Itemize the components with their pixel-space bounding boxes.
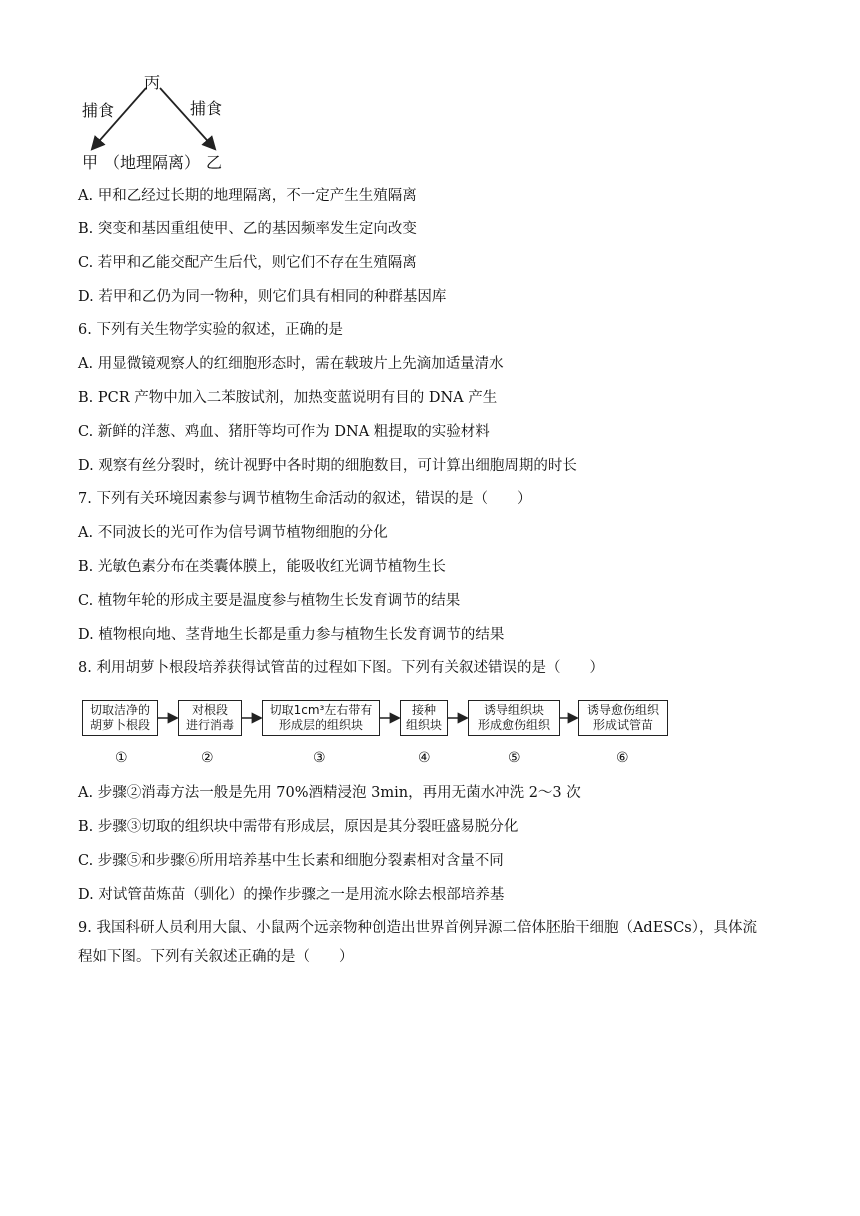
q7-option-a: A. 不同波长的光可作为信号调节植物细胞的分化 bbox=[78, 525, 388, 541]
flow-step-1: 切取洁净的 胡萝卜根段 bbox=[82, 700, 158, 736]
q5-option-a: A. 甲和乙经过长期的地理隔离，不一定产生生殖隔离 bbox=[78, 188, 417, 204]
label-predation-left: 捕食 bbox=[82, 101, 115, 120]
q7-option-c: C. 植物年轮的形成主要是温度参与植物生长发育调节的结果 bbox=[78, 593, 461, 609]
label-geographic-isolation: （地理隔离） bbox=[104, 153, 201, 172]
q9-stem-line2: 程如下图。下列有关叙述正确的是（ ） bbox=[78, 949, 354, 965]
node-bing: 丙 bbox=[144, 73, 161, 92]
q8-option-c: C. 步骤⑤和步骤⑥所用培养基中生长素和细胞分裂素相对含量不同 bbox=[78, 853, 504, 869]
flow-step-6: 诱导愈伤组织 形成试管苗 bbox=[578, 700, 668, 736]
q5-option-d: D. 若甲和乙仍为同一物种，则它们具有相同的种群基因库 bbox=[78, 289, 447, 305]
q7-stem: 7. 下列有关环境因素参与调节植物生命活动的叙述，错误的是（ ） bbox=[78, 491, 532, 507]
flow-num-1: ① bbox=[115, 750, 128, 766]
q5-option-b: B. 突变和基因重组使甲、乙的基因频率发生定向改变 bbox=[78, 221, 417, 237]
flow-num-3: ③ bbox=[313, 750, 326, 766]
flow-num-4: ④ bbox=[418, 750, 431, 766]
flow-step-2: 对根段 进行消毒 bbox=[178, 700, 242, 736]
flow-step-4: 接种 组织块 bbox=[400, 700, 448, 736]
q6-option-b: B. PCR 产物中加入二苯胺试剂，加热变蓝说明有目的 DNA 产生 bbox=[78, 390, 498, 406]
flow-num-2: ② bbox=[201, 750, 214, 766]
q7-option-b: B. 光敏色素分布在类囊体膜上，能吸收红光调节植物生长 bbox=[78, 559, 446, 575]
q9-stem-line1: 9. 我国科研人员利用大鼠、小鼠两个远亲物种创造出世界首例异源二倍体胚胎干细胞（AdESCs），具体流 bbox=[78, 920, 757, 936]
node-jia: 甲 bbox=[82, 153, 99, 172]
q6-option-d: D. 观察有丝分裂时，统计视野中各时期的细胞数目，可计算出细胞周期的时长 bbox=[78, 458, 577, 474]
q6-option-c: C. 新鲜的洋葱、鸡血、猪肝等均可作为 DNA 粗提取的实验材料 bbox=[78, 424, 490, 440]
flow-step-5: 诱导组织块 形成愈伤组织 bbox=[468, 700, 560, 736]
q8-option-b: B. 步骤③切取的组织块中需带有形成层，原因是其分裂旺盛易脱分化 bbox=[78, 819, 519, 835]
q6-stem: 6. 下列有关生物学实验的叙述，正确的是 bbox=[78, 322, 343, 338]
node-yi: 乙 bbox=[206, 153, 223, 172]
q7-option-d: D. 植物根向地、茎背地生长都是重力参与植物生长发育调节的结果 bbox=[78, 627, 505, 643]
flow-num-5: ⑤ bbox=[508, 750, 521, 766]
q8-stem: 8. 利用胡萝卜根段培养获得试管苗的过程如下图。下列有关叙述错误的是（ ） bbox=[78, 660, 604, 676]
q6-option-a: A. 用显微镜观察人的红细胞形态时，需在载玻片上先滴加适量清水 bbox=[78, 356, 504, 372]
q5-option-c: C. 若甲和乙能交配产生后代，则它们不存在生殖隔离 bbox=[78, 255, 417, 271]
flow-step-3: 切取1cm³左右带有 形成层的组织块 bbox=[262, 700, 380, 736]
flow-num-6: ⑥ bbox=[616, 750, 629, 766]
q8-option-d: D. 对试管苗炼苗（驯化）的操作步骤之一是用流水除去根部培养基 bbox=[78, 887, 505, 903]
q8-option-a: A. 步骤②消毒方法一般是先用 70%酒精浸泡 3min，再用无菌水冲洗 2～3 次 bbox=[78, 785, 581, 801]
label-predation-right: 捕食 bbox=[190, 99, 223, 118]
